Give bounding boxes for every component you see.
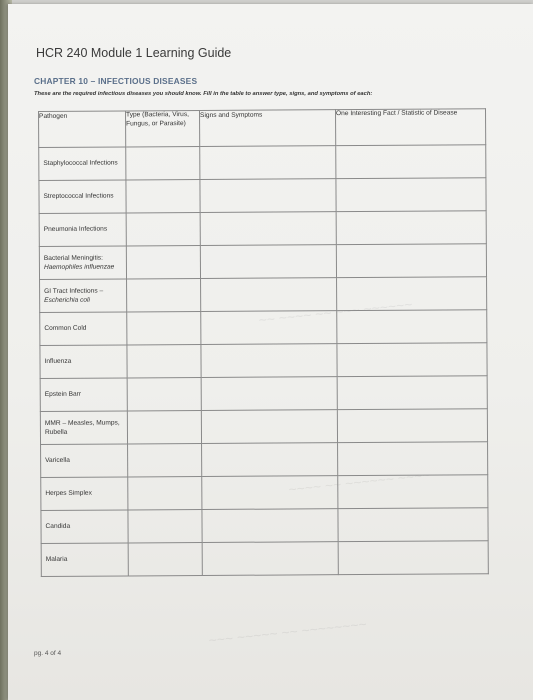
fact-answer-cell[interactable] <box>337 409 487 443</box>
signs-answer-cell[interactable] <box>200 146 336 180</box>
signs-answer-cell[interactable] <box>201 278 337 312</box>
table-row <box>40 310 487 346</box>
pathogen-label <box>40 213 126 246</box>
signs-answer-cell[interactable] <box>200 179 336 213</box>
table-row <box>40 277 487 313</box>
fact-answer-cell[interactable] <box>336 178 486 212</box>
pathogen-label <box>39 147 125 180</box>
fact-answer-cell[interactable] <box>337 310 487 344</box>
instructions-text: These are the required infectious diseases you should know. Fill in the table to answer type, signs, and symptoms of each: <box>34 91 373 97</box>
pathogen-name: Bacterial Meningitis: <box>43 254 103 262</box>
signs-answer-cell[interactable] <box>201 344 337 378</box>
type-answer-cell[interactable] <box>126 213 200 246</box>
pathogen-name: Staphylococcal Infections <box>43 159 118 168</box>
pathogen-cell <box>39 213 126 247</box>
signs-answer-cell[interactable] <box>202 542 338 576</box>
table-header-row <box>39 109 486 148</box>
type-answer-cell[interactable] <box>128 477 202 510</box>
type-answer-cell[interactable] <box>127 345 201 378</box>
pathogen-cell <box>39 147 126 181</box>
type-answer-cell[interactable] <box>128 510 202 543</box>
pathogen-cell <box>40 279 127 313</box>
pathogen-name: GI Tract Infections – <box>44 287 104 295</box>
table-row <box>40 409 487 445</box>
header-signs-symptoms: Signs and Symptoms <box>200 110 336 147</box>
bleed-through-text: ~~ ~~~~ ~~ ~~~ ~~~~~~ <box>257 295 413 329</box>
signs-answer-cell[interactable] <box>200 212 336 246</box>
header-interesting-fact: One Interesting Fact / Statistic of Disease <box>335 109 485 146</box>
fact-answer-cell[interactable] <box>338 475 488 509</box>
header-pathogen: Pathogen <box>39 111 126 148</box>
type-answer-cell[interactable] <box>128 543 202 576</box>
bleed-through-text: ~~~ ~~~~~ ~~ ~~~~~~~~ <box>207 615 368 649</box>
pathogen-label <box>41 411 127 444</box>
type-answer-cell[interactable] <box>126 246 200 279</box>
table-row <box>39 244 486 280</box>
type-answer-cell[interactable] <box>127 312 201 345</box>
pathogen-cell <box>40 312 127 346</box>
pathogen-cell <box>39 246 126 280</box>
table-row <box>39 178 486 214</box>
pathogen-name: Common Cold <box>44 325 87 333</box>
signs-answer-cell[interactable] <box>201 311 337 345</box>
fact-answer-cell[interactable] <box>338 541 488 575</box>
pathogen-name: Influenza <box>44 358 72 366</box>
type-answer-cell[interactable] <box>127 378 201 411</box>
fact-answer-cell[interactable] <box>338 442 488 476</box>
pathogen-label <box>41 378 127 411</box>
header-type: Type (Bacteria, Virus, Fungus, or Parasite) <box>126 111 200 147</box>
pathogen-label <box>39 180 125 213</box>
pathogen-label <box>41 510 127 543</box>
type-answer-cell[interactable] <box>127 411 201 444</box>
document-title: HCR 240 Module 1 Learning Guide <box>36 46 232 60</box>
pathogen-cell <box>41 444 128 478</box>
fact-answer-cell[interactable] <box>337 343 487 377</box>
chapter-heading: CHAPTER 10 – INFECTIOUS DISEASES <box>34 76 198 86</box>
pathogen-label <box>41 444 127 477</box>
table-row <box>39 211 486 247</box>
pathogen-name: Varicella <box>45 457 70 465</box>
pathogen-name: Pneumonia Infections <box>43 225 108 234</box>
pathogen-label <box>40 279 126 312</box>
pathogen-label <box>40 246 126 279</box>
fact-answer-cell[interactable] <box>336 145 486 179</box>
type-answer-cell[interactable] <box>127 279 201 312</box>
pathogen-label <box>40 345 126 378</box>
table-row <box>41 541 488 577</box>
pathogen-name: MMR – Measles, Mumps, Rubella <box>44 419 120 436</box>
signs-answer-cell[interactable] <box>202 443 338 477</box>
type-answer-cell[interactable] <box>126 147 200 180</box>
page-number: pg. 4 of 4 <box>34 650 62 657</box>
pathogen-name: Epstein Barr <box>44 391 82 399</box>
table-row <box>41 475 488 511</box>
pathogen-cell <box>41 510 128 544</box>
fact-answer-cell[interactable] <box>337 376 487 410</box>
fact-answer-cell[interactable] <box>336 211 486 245</box>
signs-answer-cell[interactable] <box>200 245 336 279</box>
table-row <box>41 508 488 544</box>
fact-answer-cell[interactable] <box>338 508 488 542</box>
type-answer-cell[interactable] <box>128 444 202 477</box>
type-answer-cell[interactable] <box>126 180 200 213</box>
pathogen-name: Malaria <box>45 556 68 564</box>
pathogen-name: Herpes Simplex <box>45 490 92 498</box>
table-row <box>41 442 488 478</box>
pathogen-name: Candida <box>45 523 71 531</box>
pathogen-organism: Escherichia coli <box>44 296 90 304</box>
table-row <box>39 145 486 181</box>
pathogen-cell <box>40 378 127 412</box>
bleed-through-text: ~~~~ ~~ ~~~~~~ ~~~~ <box>287 466 431 498</box>
signs-answer-cell[interactable] <box>201 410 337 444</box>
table-row <box>40 376 487 412</box>
pathogen-name: Streptococcal Infections <box>43 192 114 201</box>
signs-answer-cell[interactable] <box>202 476 338 510</box>
pathogen-cell <box>41 477 128 511</box>
pathogen-label <box>42 543 128 576</box>
signs-answer-cell[interactable] <box>201 377 337 411</box>
pathogen-organism: Haemophiles influenzae <box>43 263 115 271</box>
signs-answer-cell[interactable] <box>202 509 338 543</box>
fact-answer-cell[interactable] <box>337 277 487 311</box>
fact-answer-cell[interactable] <box>336 244 486 278</box>
pathogen-label <box>41 477 127 510</box>
pathogen-cell <box>40 411 127 445</box>
table-row <box>40 343 487 379</box>
disease-table <box>38 108 489 577</box>
pathogen-cell <box>41 543 128 577</box>
pathogen-label <box>40 312 126 345</box>
pathogen-cell <box>39 180 126 214</box>
pathogen-cell <box>40 345 127 379</box>
